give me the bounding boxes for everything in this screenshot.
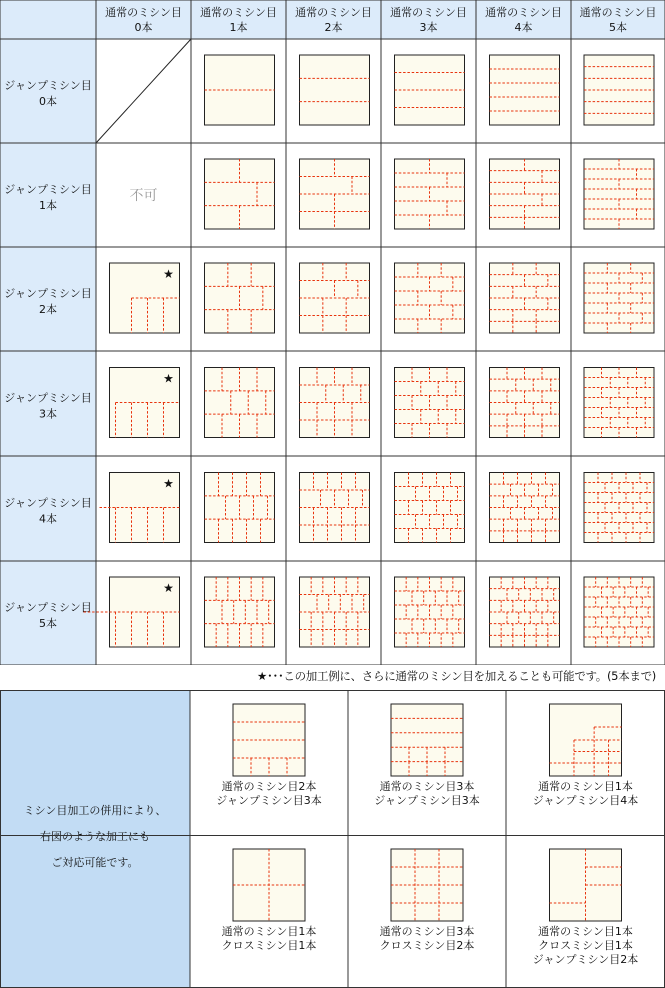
diagram-cell: [395, 577, 465, 647]
diagram-cell: [300, 263, 370, 333]
combination-section: [0, 690, 665, 988]
row-header-count: 1本: [39, 199, 57, 212]
diagram-cell: [584, 473, 654, 543]
diagram-cell: [584, 577, 654, 647]
diagram-cell: [205, 55, 275, 125]
combo-example-label: 通常のミシン目1本: [538, 780, 633, 793]
column-header-count: 3本: [419, 21, 438, 34]
combo-example-label: ジャンプミシン目3本: [374, 794, 480, 807]
star-mark: ★: [163, 267, 174, 281]
combo-example-label: ジャンプミシン目3本: [216, 794, 322, 807]
column-header-count: 1本: [229, 21, 248, 34]
diagram-cell: [395, 473, 465, 543]
paper-sheet: [205, 263, 275, 333]
diagram-cell: [300, 55, 370, 125]
not-possible-label: 不可: [129, 188, 158, 204]
combo-example: [380, 849, 475, 952]
diagram-cell: [300, 159, 370, 229]
diagram-cell: [300, 473, 370, 543]
diagram-cell: [395, 159, 465, 229]
column-header-label: 通常のミシン目: [390, 6, 467, 19]
diagram-cell: [395, 368, 465, 438]
diagram-cell: [205, 577, 275, 647]
combo-example: [533, 704, 639, 807]
combo-description-text: ミシン目加工の併用により、: [23, 804, 167, 817]
paper-sheet: [205, 473, 275, 543]
column-header-count: 5本: [609, 21, 627, 34]
diagram-cell: [584, 368, 654, 438]
combo-example-label: クロスミシン目2本: [379, 939, 475, 952]
diagram-cell: [100, 473, 180, 543]
column-header-count: 4本: [514, 21, 533, 34]
diagram-cell: [584, 55, 654, 125]
row-header-label: ジャンプミシン目: [4, 601, 92, 614]
diagram-cell: [300, 577, 370, 647]
diagram-cell: [205, 263, 275, 333]
paper-sheet: [395, 473, 465, 543]
column-header-label: 通常のミシン目: [295, 6, 372, 19]
footnote: ★･･･この加工例に、さらに通常のミシン目を加えることも可能です。(5本まで): [257, 669, 656, 683]
combo-example: [533, 849, 639, 966]
paper-sheet: [490, 55, 560, 125]
diagram-cell: [490, 473, 560, 543]
row-header-label: ジャンプミシン目: [4, 391, 92, 405]
diagram-cell: [584, 263, 654, 333]
combo-example-label: 通常のミシン目1本: [538, 925, 633, 938]
combo-example: [374, 704, 480, 807]
combo-description-text: 右図のような加工にも: [40, 830, 150, 843]
column-header-label: 通常のミシン目: [485, 6, 562, 19]
combo-example: [216, 704, 322, 807]
row-header-count: 5本: [39, 617, 57, 630]
diagram-cell: [395, 55, 465, 125]
star-mark: ★: [163, 581, 174, 595]
diagram-cell: [584, 159, 654, 229]
diagram-cell: [490, 368, 560, 438]
column-header-label: 通常のミシン目: [200, 6, 277, 19]
diagram-cell: [490, 159, 560, 229]
row-header-count: 3本: [39, 407, 57, 421]
row-header-label: ジャンプミシン目: [4, 496, 92, 510]
diagram-cell: [205, 368, 275, 438]
diagram-cell: [300, 368, 370, 438]
combo-description-text: ご対応可能です。: [51, 856, 139, 869]
diagram-cell: [84, 577, 180, 647]
paper-sheet: [391, 704, 463, 776]
row-header-label: ジャンプミシン目: [4, 287, 92, 300]
paper-sheet: [395, 263, 465, 333]
diagram-cell: [395, 263, 465, 333]
star-mark: ★: [163, 371, 174, 386]
paper-sheet: [300, 55, 370, 125]
not-applicable-diagonal: [96, 39, 191, 143]
diagram-cell: [490, 55, 560, 125]
star-mark: ★: [163, 476, 174, 491]
column-header-count: 0本: [134, 21, 153, 34]
combo-example-label: ジャンプミシン目2本: [532, 953, 639, 966]
diagram-cell: [110, 263, 180, 333]
diagram-cell: [130, 188, 158, 204]
combo-example-label: 通常のミシン目1本: [221, 925, 317, 938]
column-header-label: 通常のミシン目: [579, 6, 657, 19]
diagram-cell: [96, 39, 191, 143]
combo-example: [222, 849, 317, 952]
combo-example-label: 通常のミシン目3本: [379, 925, 475, 938]
diagram-cell: [490, 263, 560, 333]
row-header-label: ジャンプミシン目: [4, 79, 92, 92]
combo-example-label: 通常のミシン目3本: [379, 780, 475, 793]
diagram-cell: [205, 473, 275, 543]
column-header-count: 2本: [324, 21, 343, 34]
diagram-cell: [205, 159, 275, 229]
combo-example-label: ジャンプミシン目4本: [532, 794, 639, 807]
diagram-cell: [110, 368, 180, 438]
row-header-label: ジャンプミシン目: [4, 183, 92, 196]
combo-example-label: クロスミシン目1本: [221, 939, 317, 952]
combo-example-label: 通常のミシン目2本: [221, 780, 317, 793]
row-header-count: 2本: [39, 303, 57, 316]
diagram-cell: [490, 577, 560, 647]
row-header-count: 4本: [39, 512, 57, 526]
row-header-count: 0本: [39, 95, 57, 108]
column-header-label: 通常のミシン目: [105, 6, 182, 19]
combo-example-label: クロスミシン目1本: [538, 939, 633, 952]
